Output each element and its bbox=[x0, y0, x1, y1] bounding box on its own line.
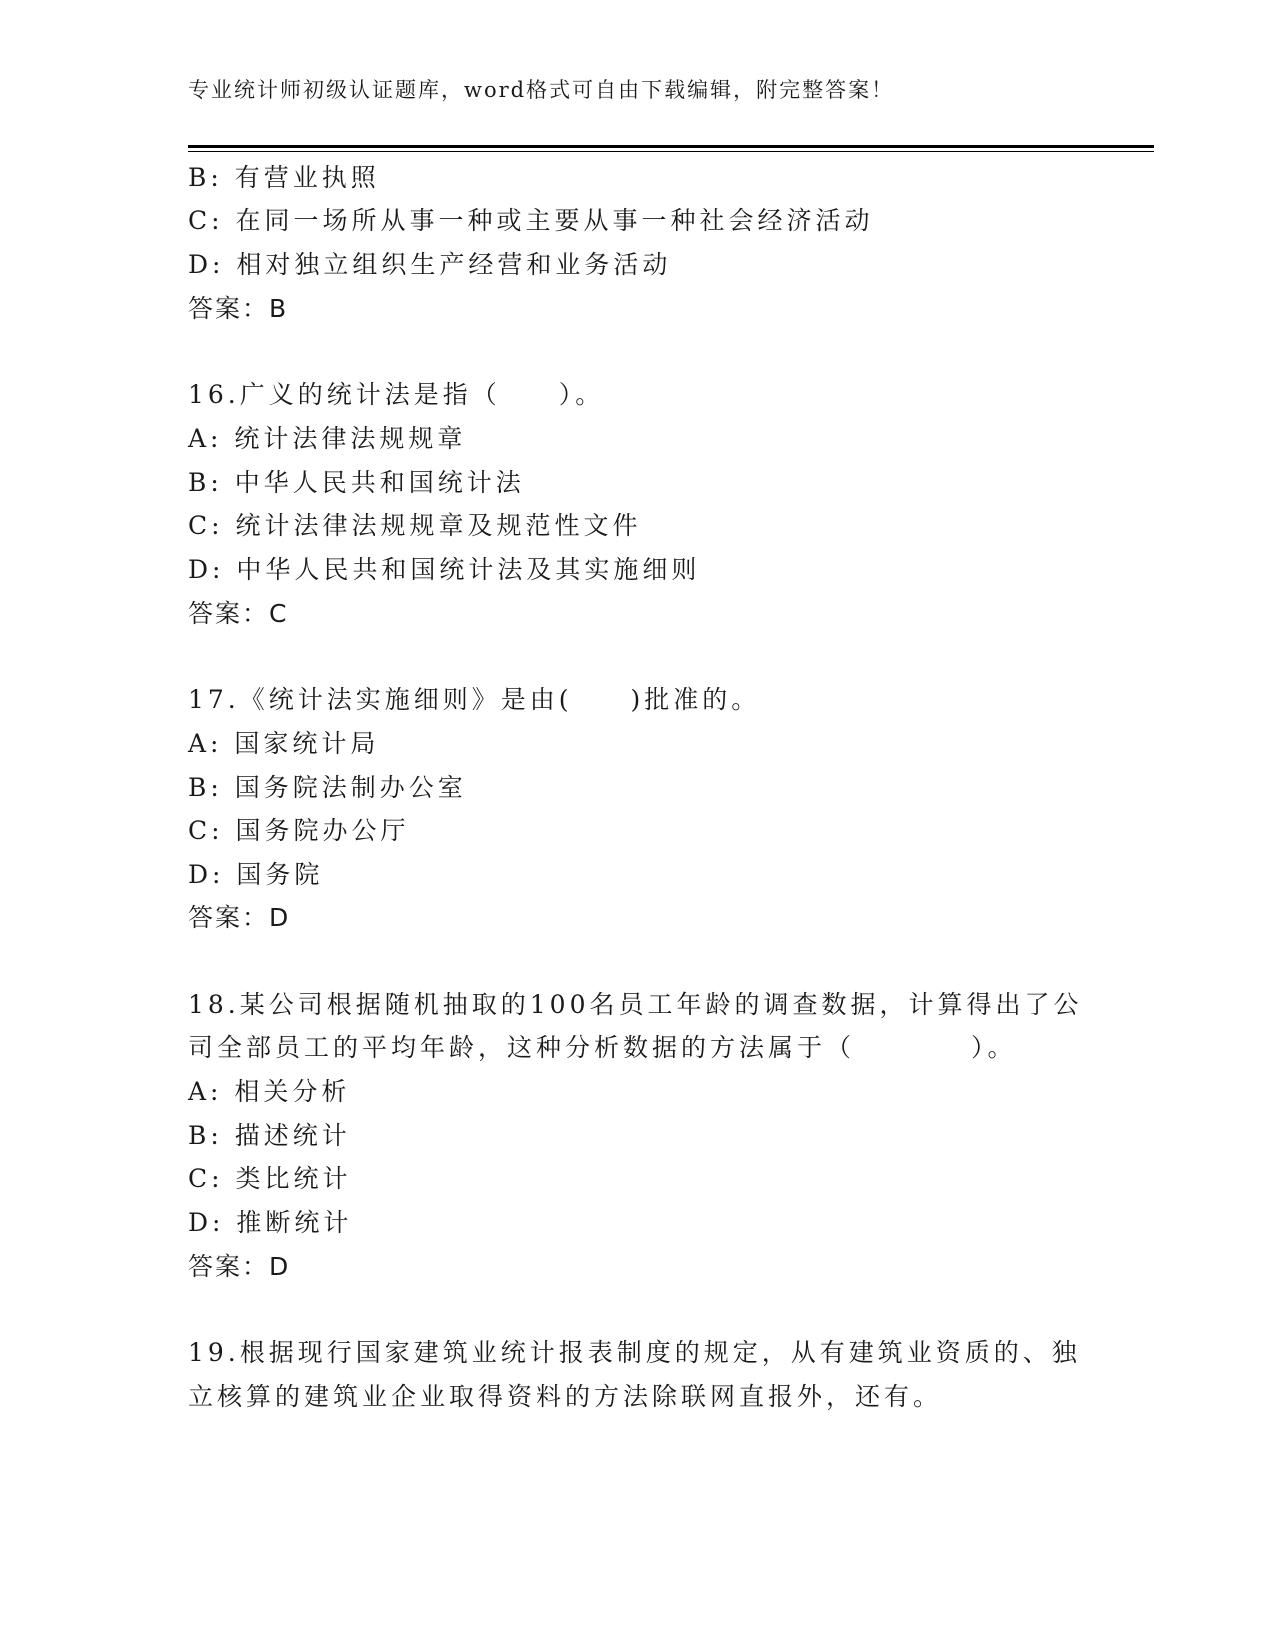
q18-option-c: C: 类比统计 bbox=[188, 1164, 352, 1193]
q16-option-a: A: 统计法律法规规章 bbox=[188, 424, 467, 453]
q15-option-b: B: 有营业执照 bbox=[188, 163, 380, 192]
q16-option-c: C: 统计法律法规规章及规范性文件 bbox=[188, 511, 642, 540]
q17-option-d: D: 国务院 bbox=[188, 860, 324, 889]
q16-answer: 答案：C bbox=[188, 599, 289, 628]
q16-option-d: D: 中华人民共和国统计法及其实施细则 bbox=[188, 555, 701, 584]
q18-stem-line2: 司全部员工的平均年龄，这种分析数据的方法属于（ ）。 bbox=[188, 1033, 1017, 1062]
q16-stem: 16.广义的统计法是指（ ）。 bbox=[188, 380, 605, 409]
q18-answer: 答案：D bbox=[188, 1252, 291, 1281]
q15-option-d: D: 相对独立组织生产经营和业务活动 bbox=[188, 250, 672, 279]
q17-option-b: B: 国务院法制办公室 bbox=[188, 773, 467, 802]
page-header: 专业统计师初级认证题库，word格式可自由下载编辑，附完整答案！ bbox=[188, 78, 895, 102]
q18-stem-line1: 18.某公司根据随机抽取的100名员工年龄的调查数据，计算得出了公 bbox=[188, 990, 1083, 1019]
q18-option-d: D: 推断统计 bbox=[188, 1208, 353, 1237]
header-rule-thin bbox=[188, 151, 1154, 152]
q18-option-b: B: 描述统计 bbox=[188, 1121, 351, 1150]
q17-answer: 答案：D bbox=[188, 903, 291, 932]
q15-option-c: C: 在同一场所从事一种或主要从事一种社会经济活动 bbox=[188, 206, 874, 235]
q17-stem: 17.《统计法实施细则》是由( )批准的。 bbox=[188, 685, 761, 714]
q17-option-c: C: 国务院办公厅 bbox=[188, 816, 410, 845]
q18-option-a: A: 相关分析 bbox=[188, 1077, 351, 1106]
q19-stem-line1: 19.根据现行国家建筑业统计报表制度的规定，从有建筑业资质的、独 bbox=[188, 1338, 1081, 1367]
q17-option-a: A: 国家统计局 bbox=[188, 729, 380, 758]
q15-answer: 答案：B bbox=[188, 294, 289, 323]
q19-stem-line2: 立核算的建筑业企业取得资料的方法除联网直报外，还有。 bbox=[188, 1382, 943, 1411]
header-rule-thick bbox=[188, 145, 1154, 148]
q16-option-b: B: 中华人民共和国统计法 bbox=[188, 468, 525, 497]
